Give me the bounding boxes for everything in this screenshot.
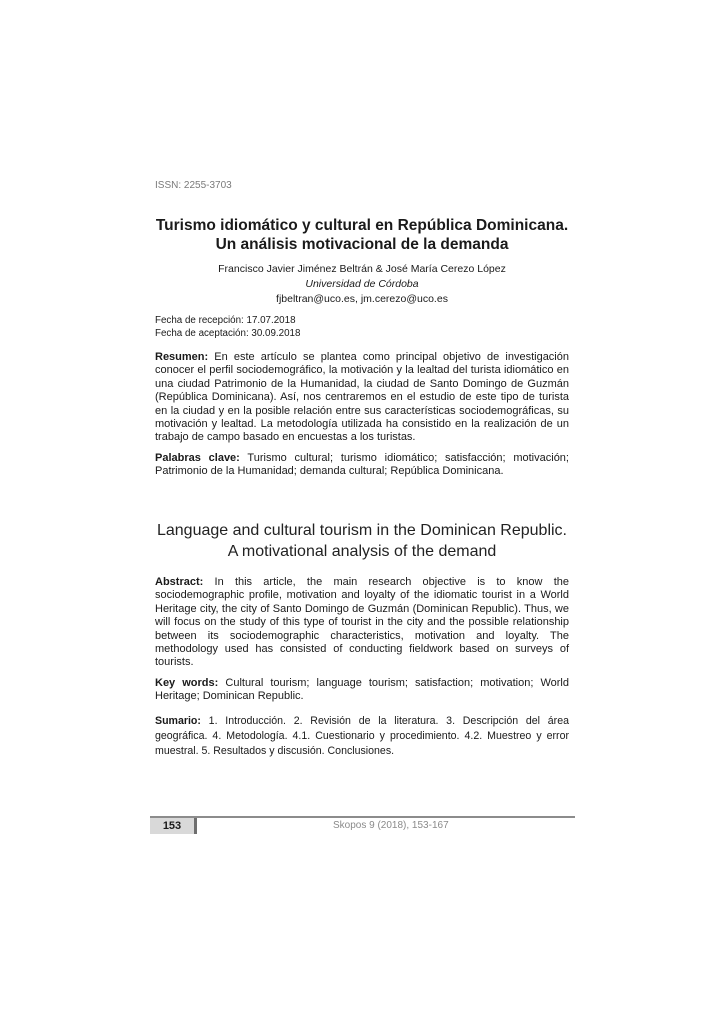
sumario-label: Sumario: (155, 715, 201, 727)
keywords-label: Key words: (155, 677, 219, 689)
journal-citation: Skopos 9 (2018), 153-167 (333, 820, 449, 831)
received-date: Fecha de recepción: 17.07.2018 (155, 315, 296, 326)
author-emails: fjbeltran@uco.es, jm.cerezo@uco.es (276, 293, 448, 305)
palabras-clave-text: Turismo cultural; turismo idiomático; satisfacción; motivación; Patrimonio de la Humanidad; demanda cultural; República Dominicana. (155, 452, 569, 478)
author-block (155, 262, 569, 307)
author-names: Francisco Javier Jiménez Beltrán & José María Cerezo López (218, 263, 506, 275)
abstract-text: In this article, the main research objective is to know the sociodemographic profile, motivation and loyalty of the idiomatic tourist in a World Heritage city, the city of Santo Domingo de Guzmán (Dominican Republic). Thus, we will focus on the study of this type of tourist in the city and the possible relationship between its sociodemographic characteristics, motivation and loyalty. The methodology used has consisted of conducting fieldwork based on surveys of tourists. (155, 576, 569, 669)
sumario-text: 1. Introducción. 2. Revisión de la literatura. 3. Descripción del área geográfica. 4. Metodología. 4.1. Cuestionario y procedimiento. 4.2. Muestreo y error muestral. 5. Resultados y discusión. Conclusiones. (155, 715, 569, 757)
palabras-clave-paragraph (155, 452, 569, 479)
issn-header: ISSN: 2255-3703 (155, 180, 232, 191)
footer-rule (150, 816, 575, 818)
page-number-bar (194, 818, 197, 834)
resumen-paragraph (155, 351, 569, 445)
palabras-clave-label: Palabras clave: (155, 452, 240, 464)
keywords-paragraph (155, 677, 569, 704)
abstract-paragraph (155, 576, 569, 670)
resumen-label: Resumen: (155, 351, 209, 363)
abstract-label: Abstract: (155, 576, 204, 588)
affiliation: Universidad de Córdoba (305, 278, 419, 290)
resumen-text: En este artículo se plantea como principal objetivo de investigación conocer el perfil sociodemográfico, la motivación y la lealtad del turista idiomático en una ciudad Patrimonio de la Humanidad, la ciudad de Santo Domingo de Guzmán (República Dominicana). Así, nos centraremos en el estudio de este tipo de turista en la ciudad y en la posible relación entre sus características sociodemográficas, su motivación y lealtad. La metodología utilizada ha consistido en la realización de un trabajo de campo basado en encuestas a los turistas. (155, 351, 569, 444)
keywords-text: Cultural tourism; language tourism; satisfaction; motivation; World Heritage; Dominican Republic. (155, 677, 569, 703)
spanish-title: Turismo idiomático y cultural en República Dominicana. Un análisis motivacional de la demanda (155, 217, 569, 253)
page-number: 153 (150, 818, 194, 834)
date-block (155, 315, 300, 340)
sumario-paragraph (155, 714, 569, 759)
english-title: Language and cultural tourism in the Dominican Republic. A motivational analysis of the demand (156, 522, 567, 560)
accepted-date: Fecha de aceptación: 30.09.2018 (155, 327, 301, 339)
